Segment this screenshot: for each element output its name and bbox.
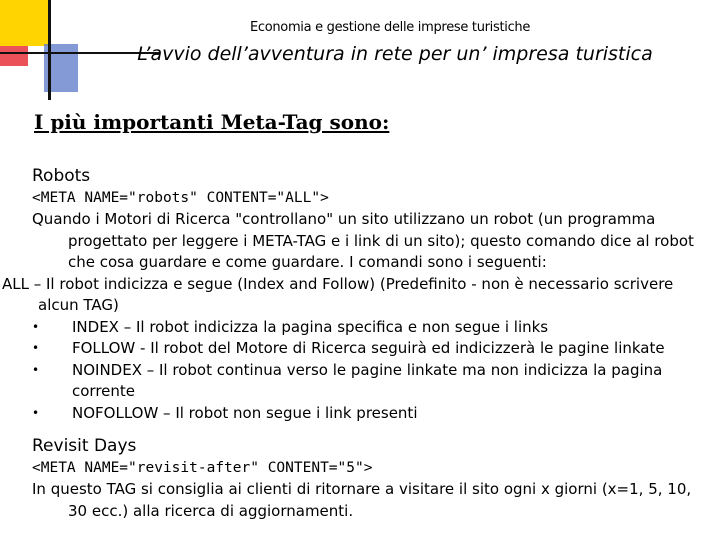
revisit-description: In questo TAG si consiglia ai clienti di ritornare a visitare il sito ogni x giorni (x=1, 5, 10, 30 ecc.) alla ricerca di aggiornamenti. [32,480,692,520]
bullet-text: NOINDEX – Il robot continua verso le pagine linkate ma non indicizza la pagina corrente [72,360,663,400]
robots-code: <META NAME="robots" CONTENT="ALL"> [32,189,329,206]
bullet-icon: • [32,405,40,420]
bullet-text: INDEX – Il robot indicizza la pagina specifica e non segue i links [72,317,549,336]
bullet-icon: • [32,362,40,377]
bullet-icon: • [32,341,40,355]
robots-description: Quando i Motori di Ricerca "controllano" un sito utilizzano un robot (un programma progettato per leggere i META-TAG e i link di un sito); questo comando dice al robot che cosa guardare e come guardare. I comandi sono i seguenti: [32,210,694,271]
bullet-text: FOLLOW - Il robot del Motore di Ricerca seguirà ed indicizzerà le pagine linkate [72,339,665,357]
decor-vertical-line [48,0,51,100]
robots-all-text: ALL – Il robot indicizza e segue (Index and Follow) (Predefinito - non è necessario scrivere alcun TAG) [2,274,674,314]
slide-body [2,166,707,522]
robots-title: Robots [32,166,91,186]
bullet-text: NOFOLLOW – Il robot non segue i link presenti [72,403,418,422]
course-title: Economia e gestione delle imprese turistiche [249,20,531,35]
bullet-icon: • [32,319,40,334]
decor-yellow-square [0,0,50,46]
list-item [32,338,707,360]
list-item [32,403,707,425]
list-item [32,360,707,403]
section-heading: I più importanti Meta-Tag sono: [34,110,390,134]
revisit-title: Revisit Days [32,436,137,456]
list-item [32,317,707,339]
revisit-code: <META NAME="revisit-after" CONTENT="5"> [32,459,373,476]
slide-title: L’avvio dell’avventura in rete per un’ impresa turistica [137,43,653,65]
decor-red-square [0,46,28,66]
